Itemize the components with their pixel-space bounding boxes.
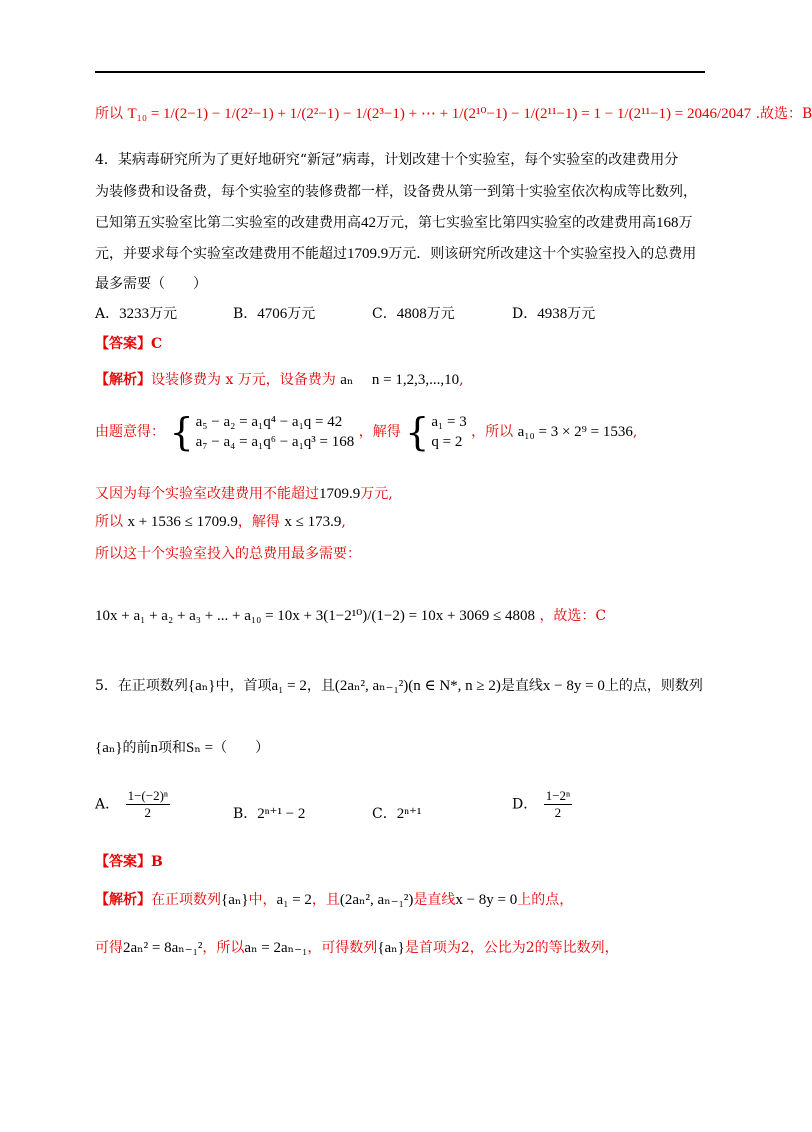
analysis-text: ，解得 [358, 424, 401, 440]
q5-option-c [372, 804, 421, 824]
q4-value-limit: 1709.9 [347, 246, 389, 262]
answer-value: C [151, 336, 163, 352]
sequence-symbol: {aₙ} [221, 892, 249, 908]
q4-option-a [95, 304, 177, 324]
analysis-text: ，所以 [471, 424, 514, 440]
q4-line2: 为装修费和设备费，每个实验室的装修费都一样，设备费从第一到第十实验室依次构成等比数列， [95, 184, 697, 200]
option-label: B． [233, 806, 258, 822]
q4-option-b [233, 304, 315, 324]
q4-line4-text-b: 万元．则该研究所改建这十个实验室投入的总费用 [388, 246, 697, 262]
option-value: 2ⁿ⁺¹ [396, 806, 422, 822]
analysis-text: 万元, [360, 486, 393, 502]
equation-1: a₅ − a₂ = a₁q⁴ − a₁q = 42 [195, 414, 343, 430]
line-equation: x − 8y = 0 [542, 678, 605, 694]
n-symbol: n [150, 740, 159, 756]
q4-analysis-line3 [95, 484, 393, 504]
q5-text: 的前 [122, 740, 151, 756]
option-unit: 万元 [426, 306, 455, 322]
answer-tag: 【答案】 [95, 336, 151, 352]
q5-text: 上的点，则数列 [604, 678, 703, 694]
q5-text: ，且 [306, 678, 335, 694]
option-value: 4808 [396, 306, 427, 322]
limit-value: 1709.9 [319, 486, 361, 502]
first-term: a₁ = 2 [276, 892, 312, 908]
q4-line3-text-a: 已知第五实验室比第二实验室的改建费用高 [95, 215, 361, 231]
option-a-fraction [126, 788, 170, 821]
q5-answer [95, 852, 163, 872]
analysis-text: 是首项为2，公比为2的等比数列， [404, 940, 619, 956]
sequence-symbol: {aₙ} [95, 740, 123, 756]
analysis-text: 由题意得： [95, 424, 165, 440]
solution-1: a₁ = 3 [431, 414, 467, 430]
q5-text: 是直线 [500, 678, 543, 694]
analysis-text: 可得 [95, 940, 123, 956]
t10-formula: T₁₀ = 1/(2−1) − 1/(2²−1) + 1/(2²−1) − 1/(2³−1) + ⋯ + 1/(2¹⁰−1) − 1/(2¹¹−1) = 1 − 1/(2¹¹−1) = 2046/2047 [127, 106, 752, 122]
option-value: 4706 [257, 306, 288, 322]
sequence-symbol: {aₙ} [377, 940, 405, 956]
answer-tag: 【答案】 [95, 854, 151, 870]
q5-line2 [95, 738, 269, 758]
analysis-text: 是直线 [413, 892, 456, 908]
option-label: D． [512, 796, 538, 813]
q4-analysis-line2: 由题意得： { a₅ − a₂ = a₁q⁴ − a₁q = 42 a₇ − a₄ = a₁q⁶ − a₁q³ = 168 ，解得 { a₁ = 3 q = 2 ，所以 a₁₀ = 3 × 2⁹ = 1536, [95, 410, 638, 454]
analysis-text: 设装修费为 x 万元，设备费为 [151, 372, 336, 388]
answer-value: B [151, 854, 163, 870]
total-cost-formula: 10x + a₁ + a₂ + a₃ + ... + a₁₀ = 10x + 3(1−2¹⁰)/(1−2) = 10x + 3069 ≤ 4808 [95, 608, 535, 624]
equation-2: a₇ − a₄ = a₁q⁶ − a₁q³ = 168 [195, 434, 355, 450]
option-label: D． [512, 306, 538, 322]
q4-value-168: 168 [656, 215, 679, 231]
q5-text: 中，首项 [215, 678, 272, 694]
analysis-text: 在正项数列 [151, 892, 221, 908]
q5-line1 [95, 676, 703, 696]
point-expression: (2aₙ², aₙ₋₁²)(n ∈ N*, n ≥ 2) [334, 678, 501, 694]
option-unit: 万元 [149, 306, 178, 322]
q4-analysis-line1: 【解析】设装修费为 x 万元，设备费为 aₙ n = 1,2,3,...,10, [95, 372, 464, 388]
a10-result: a₁₀ = 3 × 2⁹ = 1536 [517, 424, 633, 440]
analysis-text: ，且 [311, 892, 340, 908]
header-rule [95, 71, 705, 73]
solution-system: { a₁ = 3 q = 2 [405, 410, 467, 454]
option-value: 4938 [537, 306, 568, 322]
q4-line4-text-a: 元，并要求每个实验室改建费用不能超过 [95, 246, 347, 262]
analysis-text: 又因为每个实验室改建费用不能超过 [95, 486, 319, 502]
q4-line3-text-c: 万 [678, 215, 693, 231]
q4-line4 [95, 244, 696, 264]
q4-line1: 4．某病毒研究所为了更好地研究“新冠”病毒，计划改建十个实验室，每个实验室的改建费用分 [95, 152, 679, 168]
numerator: 1−(−2)ⁿ [127, 788, 168, 803]
analysis-text: ，所以 [202, 940, 245, 956]
q5-analysis-line1 [95, 890, 573, 910]
q4-option-d [512, 304, 595, 324]
analysis-text: ，解得 [237, 514, 280, 530]
q4-line3 [95, 213, 693, 233]
analysis-text: 所以 [95, 514, 123, 530]
q5-text: 项和 [158, 740, 187, 756]
q5-text: （ ） [213, 740, 270, 756]
option-label: B． [233, 306, 258, 322]
q5-text: 5．在正项数列 [95, 678, 188, 694]
recurrence: aₙ = 2aₙ₋₁ [244, 940, 308, 956]
option-unit: 万元 [287, 306, 316, 322]
option-label: C． [372, 806, 397, 822]
option-d-fraction [544, 788, 572, 821]
q4-line5: 最多需要（ ） [95, 276, 207, 292]
option-unit: 万元 [567, 306, 596, 322]
sequence-term: aₙ [340, 372, 354, 388]
q5-option-d [512, 788, 574, 821]
line-equation: x − 8y = 0 [455, 892, 518, 908]
equation-system: { a₅ − a₂ = a₁q⁴ − a₁q = 42 a₇ − a₄ = a₁q⁶ − a₁q³ = 168 [169, 410, 355, 454]
denominator: 2 [144, 805, 152, 820]
analysis-text: 中， [248, 892, 277, 908]
option-label: A． [95, 306, 120, 322]
q5-option-b [233, 804, 305, 824]
analysis-tag: 【解析】 [95, 372, 151, 388]
text-prefix: 所以 [95, 106, 123, 122]
q5-option-a [95, 788, 172, 821]
option-label: A． [95, 796, 120, 813]
sum-symbol: Sₙ = [186, 740, 214, 756]
solution-2: q = 2 [431, 434, 463, 450]
inequality: x + 1536 ≤ 1709.9 [127, 514, 238, 530]
q4-option-c [372, 304, 455, 324]
inequality-result: x ≤ 173.9 [284, 514, 342, 530]
option-value: 2ⁿ⁺¹ − 2 [257, 806, 306, 822]
analysis-conclusion: ，故选：C [539, 608, 607, 624]
index-range: n = 1,2,3,...,10 [371, 372, 460, 388]
analysis-text: ，可得数列 [307, 940, 378, 956]
analysis-text: 上的点， [517, 892, 574, 908]
option-value: 3233 [119, 306, 150, 322]
q4-line3-text-b: 万元，第七实验室比第四实验室的改建费用高 [376, 215, 656, 231]
q4-analysis-line4: 所以 x + 1536 ≤ 1709.9，解得 x ≤ 173.9, [95, 514, 346, 530]
first-term: a₁ = 2 [271, 678, 307, 694]
choice-b-note: .故选：B [755, 106, 812, 122]
q5-analysis-line2 [95, 938, 619, 958]
sequence-symbol: {aₙ} [187, 678, 216, 694]
q4-analysis-line5: 所以这十个实验室投入的总费用最多需要： [95, 546, 361, 562]
q4-answer [95, 334, 162, 354]
relation-equation: 2aₙ² = 8aₙ₋₁² [123, 940, 203, 956]
q4-analysis-line6 [95, 606, 606, 626]
t10-conclusion [95, 104, 812, 124]
point-expression: (2aₙ², aₙ₋₁²) [339, 892, 414, 908]
q4-value-42: 42 [361, 215, 376, 231]
numerator: 1−2ⁿ [545, 788, 571, 803]
analysis-tag: 【解析】 [95, 892, 151, 908]
option-label: C． [372, 306, 397, 322]
denominator: 2 [554, 805, 562, 820]
